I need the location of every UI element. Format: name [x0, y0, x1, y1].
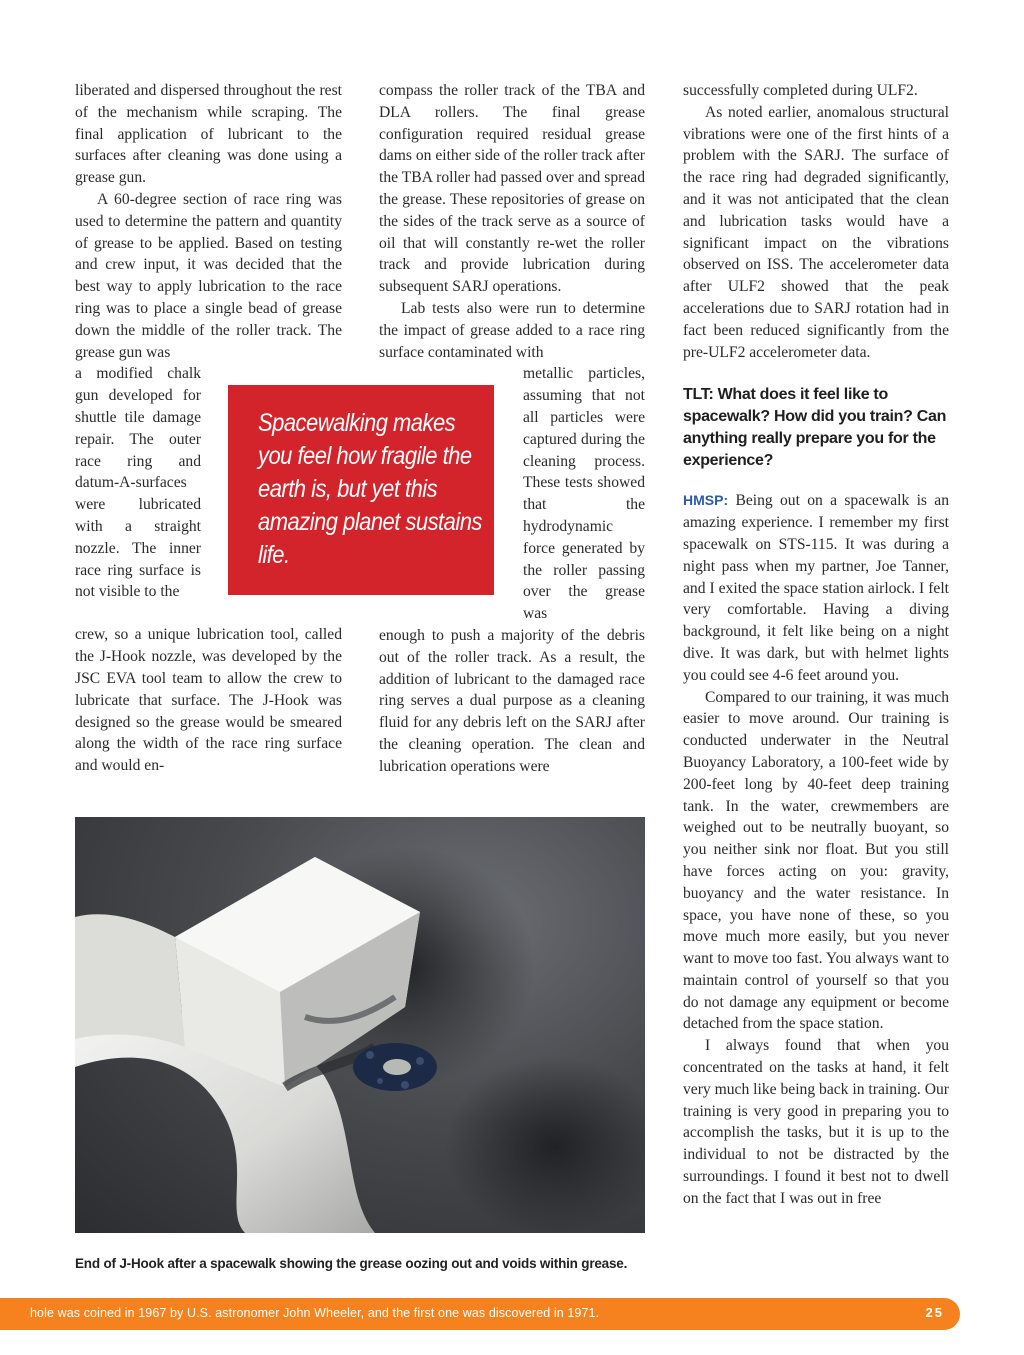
paragraph-part: metallic particles, assuming that not all particles were captured during the cleaning process. These tests showed that the hydrodynamic force generated by the roller passing over the grease was [523, 365, 645, 623]
paragraph-part: crew, so a unique lubrication tool, called the J-Hook nozzle, was developed by the JSC EVA tool team to allow the crew to lubricate that surface. The J-Hook was designed so the grease would be smeared along the width of the race ring surface and would en- [75, 626, 342, 775]
paragraph-part: enough to push a majority of the debris out of the roller track. As a result, the addition of lubricant to the damaged race ring serves a dual purpose as a cleaning fluid for any debris left on the SARJ after the cleaning operation. The clean and lubrication operations were [379, 626, 645, 775]
page-footer-bar [0, 1298, 960, 1330]
interview-question: TLT: What does it feel like to spacewalk? How did you train? Can anything really prepare you for the experience? [683, 386, 947, 470]
paragraph: I always found that when you concentrated on the tasks at hand, it felt very much like being back in training. Our training is very good in preparing you to accomplish the tasks, but it is up to the individual to not be distracted by the surroundings. I found it best not to dwell on the fact that I was out in free [683, 1037, 949, 1207]
pull-quote-text: Spacewalking makes you feel how fragile the earth is, but yet this amazing planet sustains life. [258, 409, 482, 569]
paragraph [75, 189, 342, 363]
paragraph-part: Lab tests also were run to determine the impact of grease added to a race ring surface contaminated with [379, 299, 645, 361]
paragraph-part: A 60-degree section of race ring was used to determine the pattern and quantity of grease to be applied. Based on testing and crew input, it was decided that the best way to apply lubrication to the race ring was to place a single bead of grease down the middle of the roller track. The grease gun was [75, 190, 342, 361]
j-hook-illustration [75, 817, 645, 1233]
paragraph [683, 490, 949, 686]
page-number: 25 [925, 1305, 944, 1320]
paragraph: compass the roller track of the TBA and DLA rollers. The final grease configuration required residual grease dams on either side of the roller track after the TBA roller had passed over and spread the grease. These repositories of grease on the sides of the track serve as a source of oil that will constantly re-wet the roller track and provide lubrication during subsequent SARJ operations. [379, 82, 645, 296]
j-hook-photo [75, 817, 645, 1233]
paragraph: As noted earlier, anomalous structural vibrations were one of the first hints of a problem with the SARJ. The surface of the race ring had degraded significantly, and it was not anticipated that the clean and lubrication tasks would have a significant impact on the vibrations observed on ISS. The accelerometer data after ULF2 showed that the peak accelerations due to SARJ rotation had in fact been reduced significantly from the pre-ULF2 accelerometer data. [683, 103, 949, 361]
photo-caption: End of J-Hook after a spacewalk showing the grease oozing out and voids within grease. [75, 1256, 628, 1271]
speaker-label: HMSP: [683, 492, 729, 509]
paragraph-part: a modified chalk gun developed for shuttle tile damage repair. The outer race ring and datum-A-surfaces were lubricated with a straight nozzle. The inner race ring surface is not visible to the [75, 365, 201, 601]
footer-fact-text: hole was coined in 1967 by U.S. astronomer John Wheeler, and the first one was discovered in 1971. [30, 1306, 600, 1320]
pull-quote [228, 385, 494, 595]
paragraph: successfully completed during ULF2. [683, 82, 918, 99]
paragraph: liberated and dispersed throughout the rest of the mechanism while scraping. The final application of lubricant to the surfaces after cleaning was done using a grease gun. [75, 82, 342, 187]
article-column-3 [683, 80, 949, 1210]
paragraph: Compared to our training, it was much easier to move around. Our training is conducted underwater in the Neutral Buoyancy Laboratory, a 100-feet wide by 200-feet long by 40-feet deep training tank. In the water, crewmembers are weighed out to be neutrally buoyant, so you neither sink nor float. But you still have forces acting on you: gravity, buoyancy and the water resistance. In space, you have none of these, so you move much more easily, but you never want to move too fast. You always want to maintain control of yourself so that you do not damage any equipment or become detached from the space station. [683, 688, 949, 1033]
answer-text: Being out on a spacewalk is an amazing experience. I remember my first spacewalk on STS-115. It was during a night pass when my partner, Joe Tanner, and I exited the space station airlock. I felt very comfortable. Having a diving background, it felt like being on a night dive. It was dark, but with helmet lights you could see 4-6 feet around you. [683, 492, 950, 684]
